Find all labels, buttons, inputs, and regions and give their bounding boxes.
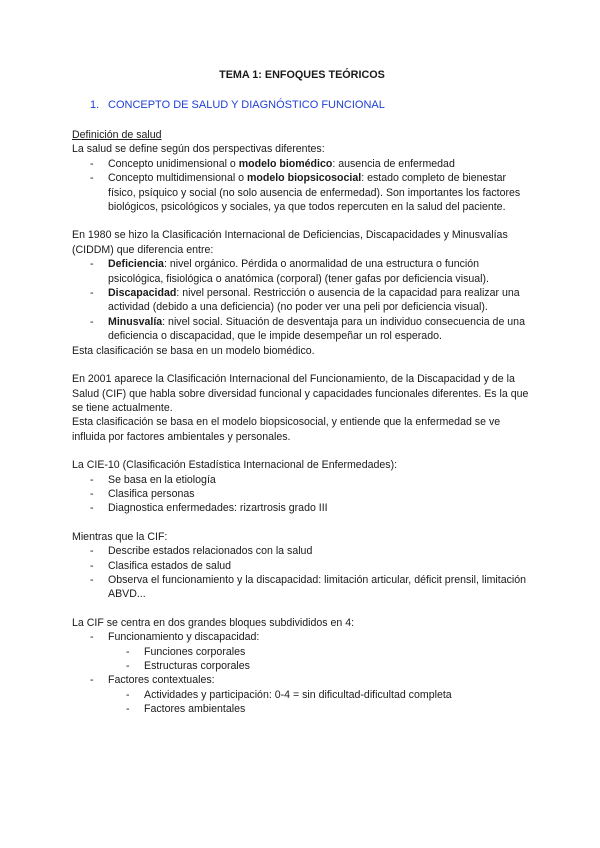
sub-list-item: - Estructuras corporales (72, 659, 532, 673)
list-item: - Se basa en la etiología (72, 473, 532, 487)
ciddm-intro: En 1980 se hizo la Clasificación Internacional de Deficiencias, Discapacidades y Minusvalías (CIDDM) que diferencia entre: (72, 229, 508, 256)
list-item: - Concepto unidimensional o modelo biomédico: ausencia de enfermedad (72, 157, 532, 171)
sub-list-item: - Actividades y participación: 0-4 = sin dificultad-dificultad completa (72, 688, 532, 702)
cie10-list (72, 473, 532, 516)
list-item (72, 673, 532, 716)
list-item (72, 630, 532, 673)
list-item: - Deficiencia: nivel orgánico. Pérdida o anormalidad de una estructura o función psicológica, fisiológica o anatómica (corporal) (tener gafas por deficiencia visual). (72, 257, 532, 286)
list-item: - Minusvalía: nivel social. Situación de desventaja para un individuo consecuencia de una deficiencia o discapacidad, que le impide desempeñar un rol esperado. (72, 315, 532, 344)
group-label: Factores contextuales: (108, 674, 215, 687)
list-item: - Diagnostica enfermedades: rizartrosis grado III (72, 501, 532, 515)
sub-list (72, 688, 532, 717)
cie10-intro: La CIE-10 (Clasificación Estadística Internacional de Enfermedades): (72, 459, 398, 472)
sub-list (72, 645, 532, 674)
section-number: 1. (90, 99, 100, 111)
list-item: - Observa el funcionamiento y la discapacidad: limitación articular, déficit prensil, limitación ABVD... (72, 573, 532, 602)
cif-compare-list (72, 544, 532, 602)
list-item: - Concepto multidimensional o modelo biopsicosocial: estado completo de bienestar físico, psíquico y social (no solo ausencia de enfermedad). Son importantes los factores biológicos, psicológicos y sociales, ya que todos repercuten en la salud del paciente. (72, 171, 532, 214)
list-item: - Clasifica personas (72, 487, 532, 501)
sub-list-item: - Funciones corporales (72, 645, 532, 659)
definition-list (72, 157, 532, 215)
document-title: TEMA 1: ENFOQUES TEÓRICOS (219, 69, 385, 81)
bloques-list (72, 630, 532, 716)
ciddm-outro: Esta clasificación se basa en un modelo biomédico. (72, 344, 315, 357)
ciddm-list (72, 257, 532, 343)
bloques-intro: La CIF se centra en dos grandes bloques subdivididos en 4: (72, 616, 355, 629)
section-heading (72, 98, 532, 114)
group-label: Funcionamiento y discapacidad: (108, 631, 260, 644)
cif-compare-intro: Mientras que la CIF: (72, 530, 168, 543)
list-item: - Clasifica estados de salud (72, 559, 532, 573)
cif-paragraph-2: Esta clasificación se basa en el modelo biopsicosocial, y entiende que la enfermedad se ve influida por factores ambientales y personales. (72, 416, 501, 443)
document-page (72, 68, 532, 717)
sub-list-item: - Factores ambientales (72, 702, 532, 716)
section-title: CONCEPTO DE SALUD Y DIAGNÓSTICO FUNCIONAL (108, 99, 385, 111)
list-item: - Describe estados relacionados con la salud (72, 544, 532, 558)
cif-paragraph-1: En 2001 aparece la Clasificación Internacional del Funcionamiento, de la Discapacidad y de la Salud (CIF) que habla sobre diversidad funcional y capacidades funcionales diferentes. Es la que se tiene actualmente. (72, 373, 529, 414)
definition-heading: Definición de salud (72, 129, 162, 141)
definition-intro: La salud se define según dos perspectivas diferentes: (72, 143, 325, 156)
list-item: - Discapacidad: nivel personal. Restricción o ausencia de la capacidad para realizar una actividad (debido a una deficiencia) (no poder ver una peli por deficiencia visual). (72, 286, 532, 315)
